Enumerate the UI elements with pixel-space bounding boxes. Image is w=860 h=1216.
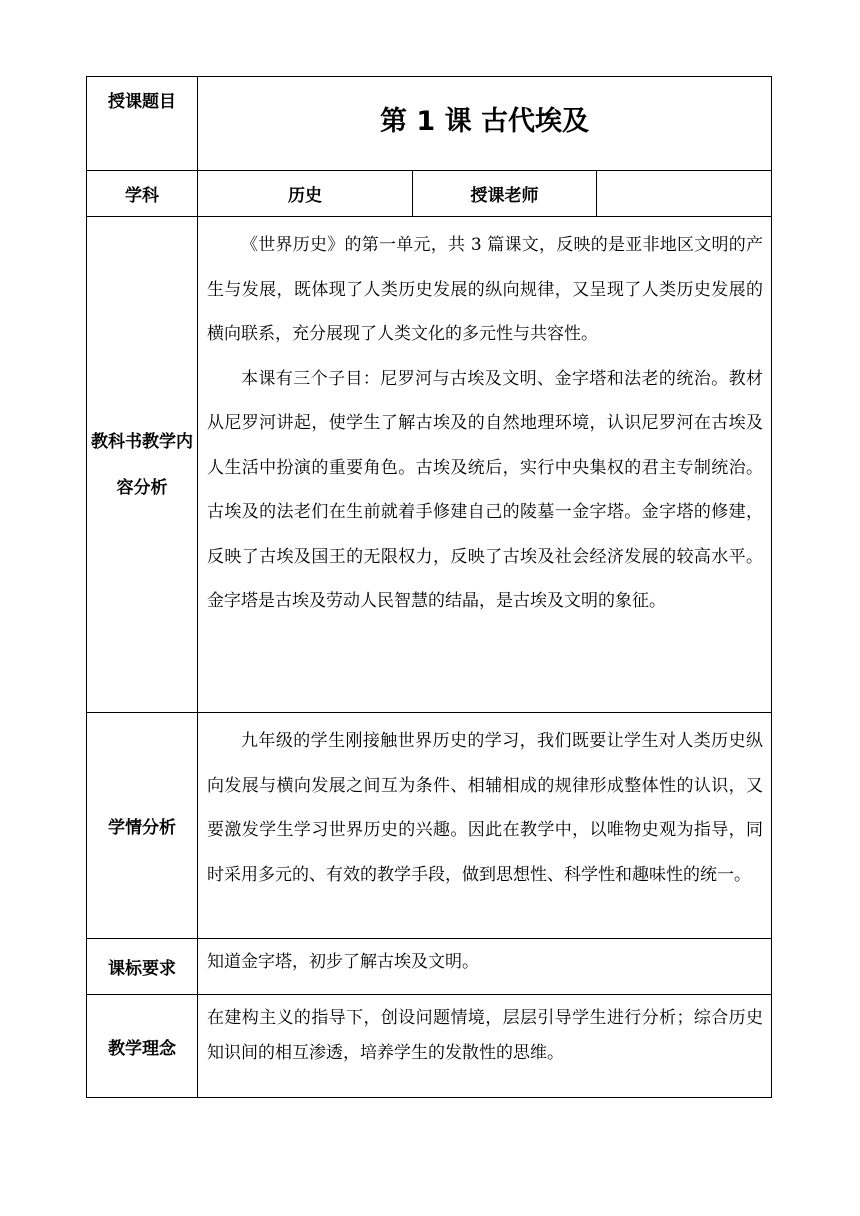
textbook-row [87,217,772,713]
standard-content [198,939,772,995]
subject-label: 学科 [87,171,198,217]
textbook-paragraph-2: 本课有三个子目：尼罗河与古埃及文明、金字塔和法老的统治。教材从尼罗河讲起，使学生了解古埃及的自然地理环境，认识尼罗河在古埃及人生活中扮演的重要角色。古埃及统后，实行中央集权的君主专制统治。古埃及的法老们在生前就着手修建自己的陵墓一金字塔。金字塔的修建，反映了古埃及国王的无限权力，反映了古埃及社会经济发展的较高水平。金字塔是古埃及劳动人民智慧的结晶，是古埃及文明的象征。 [207,368,763,611]
subject-value: 历史 [198,171,413,217]
teacher-value [597,171,772,217]
students-content [198,713,772,939]
philosophy-row [87,995,772,1098]
students-paragraph: 九年级的学生刚接触世界历史的学习，我们既要让学生对人类历史纵向发展与横向发展之间互为条件、相辅相成的规律形成整体性的认识，又要激发学生学习世界历史的兴趣。因此在教学中，以唯物史观为指导，同时采用多元的、有效的教学手段，做到思想性、科学性和趣味性的统一。 [207,731,763,885]
standard-text: 知道金字塔，初步了解古埃及文明。 [207,952,479,972]
philosophy-text: 在建构主义的指导下，创设问题情境，层层引导学生进行分析；综合历史知识间的相互渗透，培养学生的发散性的思维。 [207,1008,763,1063]
standard-label: 课标要求 [87,939,198,995]
lesson-plan-table [86,76,772,1098]
topic-label: 授课题目 [87,77,198,171]
standard-row [87,939,772,995]
lesson-title: 第 1 课 古代埃及 [198,77,772,171]
philosophy-label: 教学理念 [87,995,198,1098]
textbook-label: 教科书教学内容分析 [87,217,198,713]
title-row [87,77,772,171]
lesson-plan-document [86,76,771,1098]
teacher-label: 授课老师 [413,171,597,217]
philosophy-content [198,995,772,1098]
students-row [87,713,772,939]
students-label: 学情分析 [87,713,198,939]
textbook-content [198,217,772,713]
textbook-paragraph-1: 《世界历史》的第一单元，共 3 篇课文，反映的是亚非地区文明的产生与发展，既体现了人类历史发展的纵向规律，又呈现了人类历史发展的横向联系，充分展现了人类文化的多元性与共容性。 [207,235,763,344]
subject-row [87,171,772,217]
